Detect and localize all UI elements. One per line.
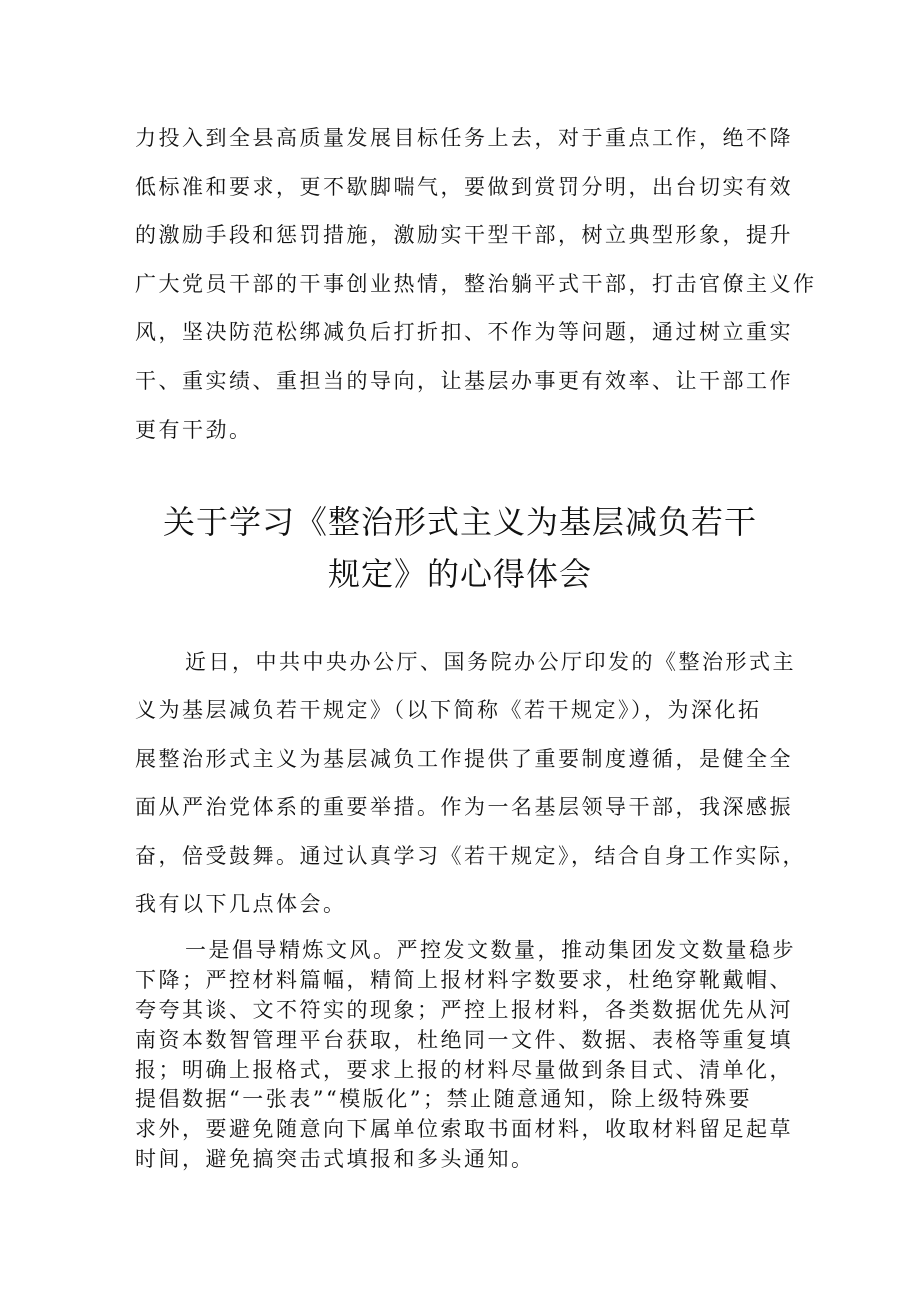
- text-line: 面从严治党体系的重要举措。作为一名基层领导干部，我深感振: [135, 795, 793, 820]
- text-line: 南资本数智管理平台获取，杜绝同一文件、数据、表格等重复填: [135, 1027, 793, 1052]
- text-line: 低标准和要求，更不歇脚喘气，要做到赏罚分明，出台切实有效: [135, 174, 793, 199]
- text-line: 展整治形式主义为基层减负工作提供了重要制度遵循，是健全全: [135, 746, 793, 771]
- text-line: 力投入到全县高质量发展目标任务上去，对于重点工作，绝不降: [135, 126, 793, 150]
- text-line: 更有干劲。: [135, 417, 253, 442]
- text-line: 下降；严控材料篇幅，精简上报材料字数要求，杜绝穿靴戴帽、: [135, 967, 793, 992]
- text-line: 义为基层减负若干规定》（以下简称《若干规定》），为深化拓: [135, 698, 762, 723]
- title-line: 关于学习《整治形式主义为基层减负若干: [162, 503, 757, 541]
- text-line: 奋，倍受鼓舞。通过认真学习《若干规定》，结合自身工作实际，: [135, 843, 806, 868]
- document-title: [100, 496, 820, 600]
- text-line: 时间，避免搞突击式填报和多头通知。: [135, 1147, 535, 1172]
- text-line: 我有以下几点体会。: [135, 891, 347, 916]
- text-line: 报；明确上报格式，要求上报的材料尽量做到条目式、清单化，: [135, 1057, 793, 1082]
- title-line: 规定》的心得体会: [327, 555, 592, 593]
- paragraph-top: [135, 114, 817, 454]
- text-line: 干、重实绩、重担当的导向，让基层办事更有效率、让干部工作: [135, 368, 793, 393]
- text-line: 提倡数据“一张表”“模版化”；禁止随意通知，除上级特殊要: [135, 1087, 752, 1112]
- text-line: 求外，要避免随意向下属单位索取书面材料，收取材料留足起草: [135, 1117, 793, 1142]
- text-line: 的激励手段和惩罚措施，激励实干型干部，树立典型形象，提升: [135, 223, 793, 248]
- text-line: 近日，中共中央办公厅、国务院办公厅印发的《整治形式主: [185, 650, 796, 674]
- paragraph-intro: [135, 638, 806, 928]
- paragraph-point-one: [135, 936, 795, 1175]
- text-line: 风，坚决防范松绑减负后打折扣、不作为等问题，通过树立重实: [135, 320, 793, 345]
- text-line: 一是倡导精炼文风。严控发文数量，推动集团发文数量稳步: [185, 938, 796, 962]
- text-line: 广大党员干部的干事创业热情，整治躺平式干部，打击官僚主义作: [135, 271, 817, 296]
- text-line: 夸夸其谈、文不符实的现象；严控上报材料，各类数据优先从河: [135, 997, 793, 1022]
